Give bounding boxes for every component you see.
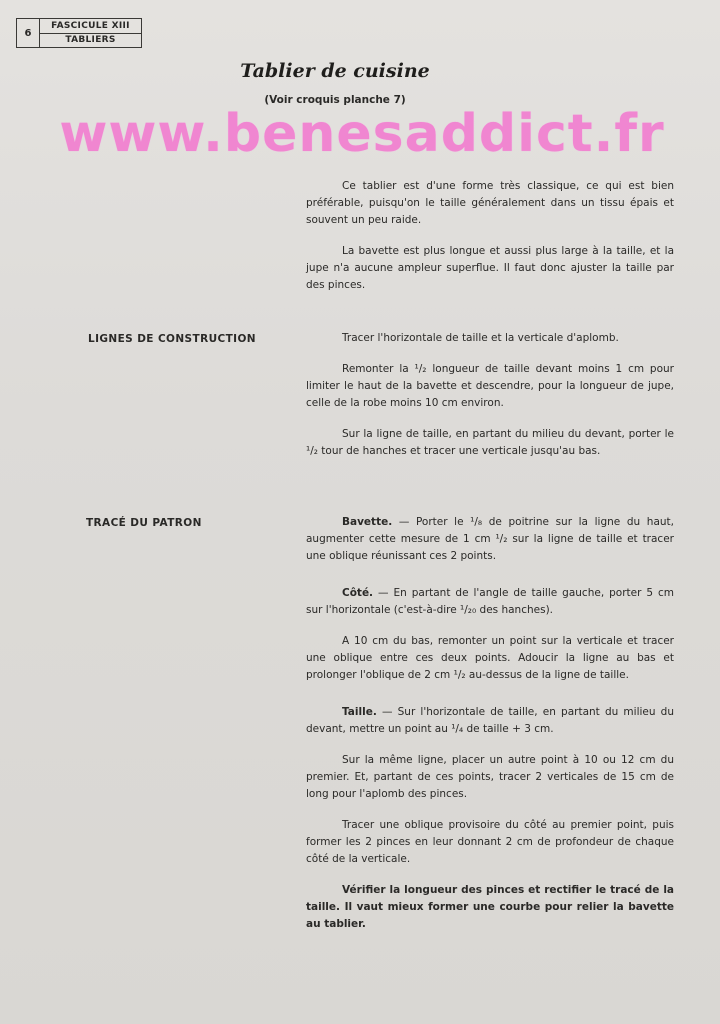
watermark-text: www.benesaddict.fr [59,104,665,164]
paragraph-cote: Côté. — En partant de l'angle de taille gauche, porter 5 cm sur l'horizontale (c'est-à-dire ¹/₂₀ des hanches). [306,587,674,616]
paragraph: Ce tablier est d'une forme très classique, ce qui est bien préférable, puisqu'on le taille généralement dans un tissu épais et souvent un peu raide. [306,180,674,226]
paragraph: Tracer l'horizontale de taille et la verticale d'aplomb. [342,332,619,344]
cote-heading: Côté. [342,587,374,599]
paragraph: Vérifier la longueur des pinces et rectifier le tracé de la taille. Il vaut mieux former une courbe pour relier la bavette au tablier. [306,884,674,930]
paragraph: Tracer une oblique provisoire du côté au premier point, puis former les 2 pinces en leur donnant 2 cm de profondeur de chaque côté de la verticale. [306,819,674,865]
section-patron-text [306,514,674,947]
page-number: 6 [17,19,40,47]
section-heading-construction: LIGNES DE CONSTRUCTION [88,333,256,345]
fascicule-label: FASCICULE XIII [40,19,141,34]
paragraph-bavette: Bavette. — Porter le ¹/₈ de poitrine sur la ligne du haut, augmenter cette mesure de 1 cm ¹/₂ sur la ligne de taille et tracer une oblique réunissant ces 2 points. [306,516,674,562]
page-title: Tablier de cuisine [240,60,430,82]
paragraph: La bavette est plus longue et aussi plus large à la taille, et la jupe n'a aucune ampleur superflue. Il faut donc ajuster la taille par des pinces. [306,245,674,291]
paragraph: Remonter la ¹/₂ longueur de taille devant moins 1 cm pour limiter le haut de la bavette et descendre, pour la longueur de jupe, celle de la robe moins 10 cm environ. [306,363,674,409]
taille-heading: Taille. [342,706,377,718]
section-heading-patron: TRACÉ DU PATRON [86,517,202,529]
intro-text [306,178,674,308]
paragraph-taille: Taille. — Sur l'horizontale de taille, en partant du milieu du devant, mettre un point au ¹/₄ de taille + 3 cm. [306,706,674,735]
paragraph: A 10 cm du bas, remonter un point sur la verticale et tracer une oblique entre ces deux points. Adoucir la ligne au bas et prolonger l'oblique de 2 cm ¹/₂ au-dessus de la ligne de taille. [306,635,674,681]
section-construction-text [306,330,674,474]
paragraph: Sur la même ligne, placer un autre point à 10 ou 12 cm du premier. Et, partant de ces points, tracer 2 verticales de 15 cm de long pour l'aplomb des pinces. [306,754,674,800]
section-label: TABLIERS [65,35,116,46]
fascicule-header [16,18,142,48]
bavette-heading: Bavette. [342,516,393,528]
paragraph: Sur la ligne de taille, en partant du milieu du devant, porter le ¹/₂ tour de hanches et tracer une verticale jusqu'au bas. [306,428,674,457]
page-subtitle: (Voir croquis planche 7) [264,94,406,106]
